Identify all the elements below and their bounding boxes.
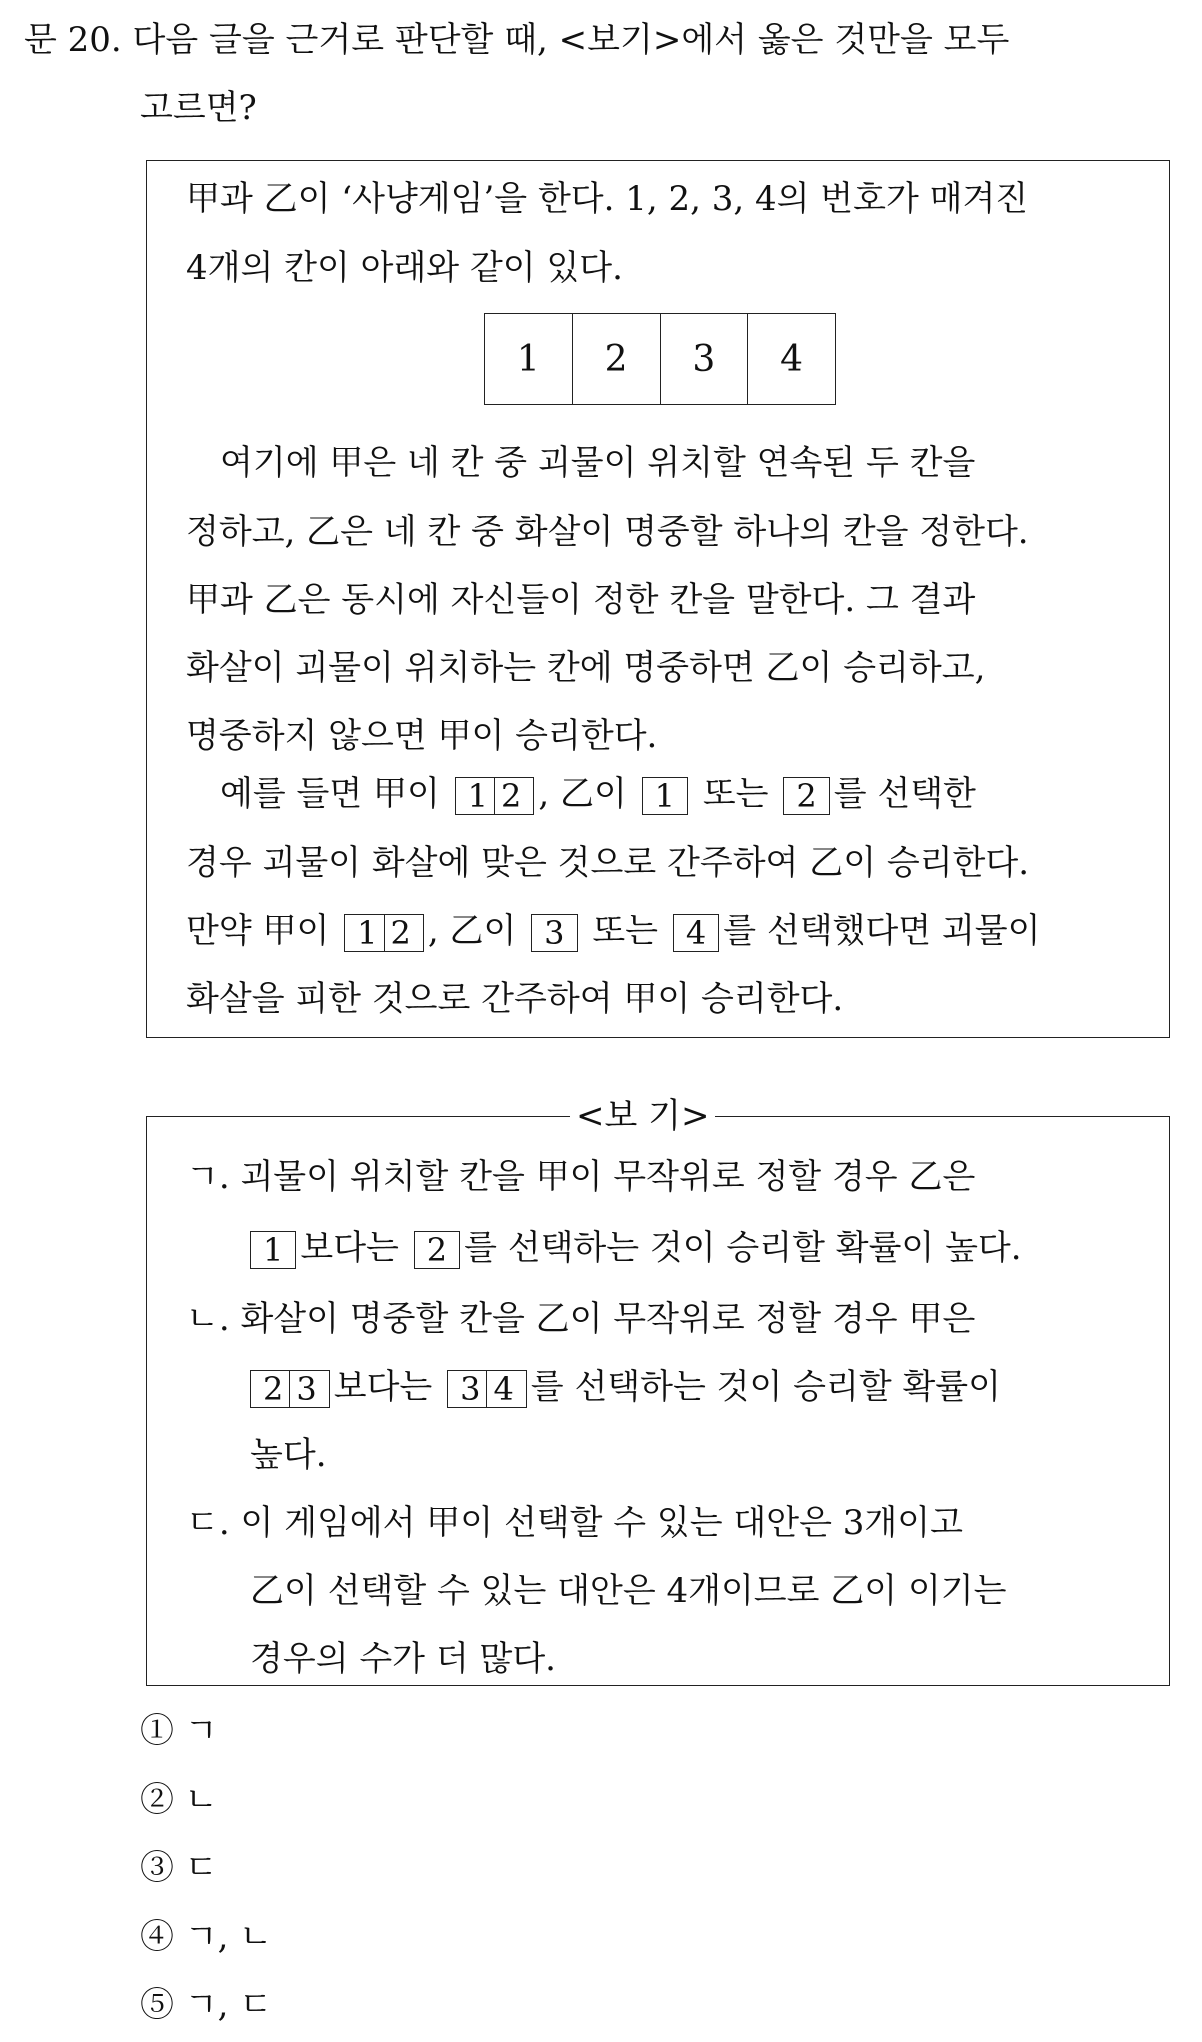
passage-p3-line4: 화살을 피한 것으로 간주하여 甲이 승리한다.: [186, 979, 844, 1019]
boxed-cells-1-2: [344, 914, 424, 952]
p3l1-text-d: 를 선택한: [833, 774, 976, 814]
p3l3-text-d: 를 선택했다면 괴물이: [723, 911, 1041, 951]
boxed-cells-3-4: [447, 1370, 527, 1408]
bogi-b2-text-c: 를 선택하는 것이 승리할 확률이: [530, 1367, 1001, 1407]
p3l1-text-c: 또는: [702, 774, 769, 814]
passage-p3-line2: 경우 괴물이 화살에 맞은 것으로 간주하여 乙이 승리한다.: [186, 843, 1030, 883]
bogi-a2-text-c: 를 선택하는 것이 승리할 확률이 높다.: [464, 1228, 1022, 1268]
bogi-item-c-line3: 경우의 수가 더 많다.: [250, 1639, 556, 1679]
passage-p2-line5: 명중하지 않으면 甲이 승리한다.: [186, 716, 658, 756]
bogi-item-b-line3: 높다.: [250, 1435, 327, 1475]
boxed-cell-1: [250, 1231, 296, 1269]
passage-p3-line1: [220, 772, 976, 816]
passage-p1-line2: 4개의 칸이 아래와 같이 있다.: [186, 248, 623, 288]
choice-5[interactable]: ⑤ ㄱ, ㄷ: [140, 1985, 273, 2025]
p3l1-text-b: , 乙이: [538, 774, 627, 814]
bogi-a2-text-b: 보다는: [300, 1228, 399, 1268]
boxed-cells-2-3: [250, 1370, 330, 1408]
boxed-cell: 2: [494, 778, 527, 814]
boxed-cell-3: [531, 914, 577, 952]
bogi-item-c-line2: 乙이 선택할 수 있는 대안은 4개이므로 乙이 이기는: [250, 1571, 1007, 1611]
choice-4[interactable]: ④ ㄱ, ㄴ: [140, 1917, 273, 1957]
boxed-cell-2: [783, 777, 829, 815]
choice-1[interactable]: ① ㄱ: [140, 1711, 218, 1751]
boxed-cell: 4: [486, 1371, 519, 1407]
boxed-cell: 3: [289, 1371, 322, 1407]
boxed-cell: 3: [544, 914, 565, 952]
passage-p2-line2: 정하고, 乙은 네 칸 중 화살이 명중할 하나의 칸을 정한다.: [186, 512, 1029, 552]
passage-p2-line4: 화살이 괴물이 위치하는 칸에 명중하면 乙이 승리하고,: [186, 648, 986, 688]
passage-p1-line1: 甲과 乙이 ‘사냥게임’을 한다. 1, 2, 3, 4의 번호가 매겨진: [186, 179, 1029, 219]
passage-p2-line1: 여기에 甲은 네 칸 중 괴물이 위치할 연속된 두 칸을: [220, 443, 976, 483]
boxed-cell: 1: [357, 914, 378, 952]
boxed-cell: 2: [263, 1370, 284, 1408]
boxed-cell: 3: [460, 1370, 481, 1408]
grid-cell-2: 2: [572, 314, 660, 404]
boxed-cells-1-2: [455, 777, 535, 815]
boxed-cell: 1: [467, 777, 489, 815]
bogi-item-b-line1: ㄴ. 화살이 명중할 칸을 乙이 무작위로 정할 경우 甲은: [186, 1299, 976, 1339]
passage-p3-line3: [186, 909, 1040, 953]
boxed-cell: 2: [384, 915, 417, 951]
boxed-cell: 2: [796, 777, 817, 815]
p3l1-text-a: 예를 들면 甲이: [220, 774, 440, 814]
question-line-2: 고르면?: [140, 88, 257, 128]
boxed-cell: 1: [654, 777, 676, 815]
passage-p2-line3: 甲과 乙은 동시에 자신들이 정한 칸을 말한다. 그 결과: [186, 580, 976, 620]
boxed-cell: 2: [426, 1231, 448, 1269]
boxed-cell-1: [642, 777, 688, 815]
boxed-cell-4: [673, 914, 719, 952]
grid-cell-3: 3: [660, 314, 748, 404]
p3l3-text-c: 또는: [592, 911, 659, 951]
bogi-item-b-line2: [250, 1365, 1001, 1409]
boxed-cell: 1: [263, 1231, 284, 1269]
bogi-item-a-line2: [250, 1226, 1022, 1270]
choice-2[interactable]: ② ㄴ: [140, 1780, 218, 1820]
question-line-1: 문 20. 다음 글을 근거로 판단할 때, <보기>에서 옳은 것만을 모두: [24, 20, 1010, 60]
choice-3[interactable]: ③ ㄷ: [140, 1848, 218, 1888]
bogi-item-a-line1: ㄱ. 괴물이 위치할 칸을 甲이 무작위로 정할 경우 乙은: [186, 1157, 976, 1197]
bogi-item-c-line1: ㄷ. 이 게임에서 甲이 선택할 수 있는 대안은 3개이고: [186, 1503, 963, 1543]
bogi-label: <보 기>: [570, 1094, 715, 1138]
bogi-b2-text-b: 보다는: [333, 1367, 433, 1407]
boxed-cell-2: [414, 1231, 460, 1269]
grid-cell-1: 1: [516, 338, 540, 380]
p3l3-text-a: 만약 甲이: [186, 911, 330, 951]
grid-cell-4: 4: [747, 314, 835, 404]
boxed-cell: 4: [685, 914, 707, 952]
number-grid: [484, 313, 836, 405]
p3l3-text-b: , 乙이: [427, 911, 517, 951]
